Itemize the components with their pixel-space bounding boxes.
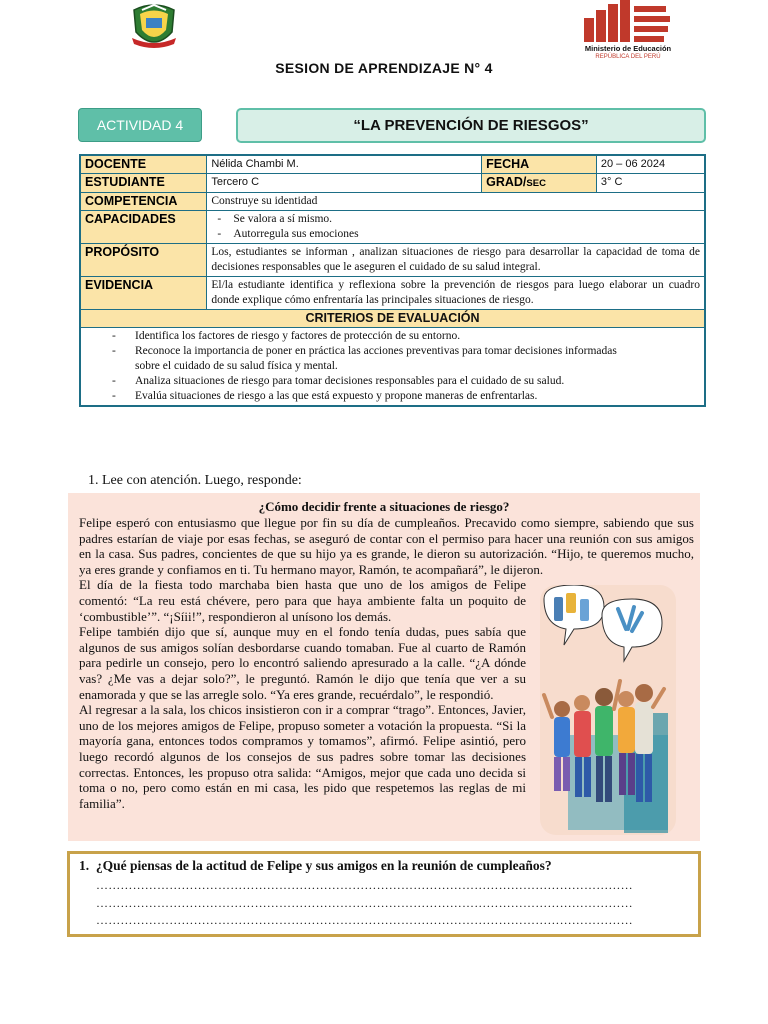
school-crest-logo (128, 2, 180, 50)
ministry-name: Ministerio de Educación (584, 44, 672, 53)
grad-label-main: GRAD/ (486, 175, 527, 189)
capacidades-value (207, 211, 705, 244)
row-docente (80, 155, 705, 174)
grad-label-sec: SEC (526, 178, 546, 189)
capacidades-list (211, 212, 700, 242)
list-item: - Se valora a sí mismo. (211, 212, 700, 227)
capacidades-label: CAPACIDADES (80, 211, 207, 244)
estudiante-value: Tercero C (207, 174, 482, 193)
story-paragraph-4: Al regresar a la sala, los chicos insistieron con ir a comprar “trago”. Entonces, Javier, uno de los mejores amigos de Felipe, propuso someter a votación la propuesta. “Si la mayoría gana, entonces todos compramos y tomamos”, afirmó. Felipe asintió, pero luego recordó algunos de los consejos de sus padres sobre tomar las decisiones correctas. Entonces, les propuso otra salida: “Amigos, mejor que cada uno decida si toma o no, pero como están en mi casa, les pido que respetemos las reglas de mi familia”. (79, 702, 526, 811)
ministry-bars-icon (580, 0, 676, 42)
fecha-label: FECHA (482, 155, 597, 174)
list-item: - Reconoce la importancia de poner en práctica las acciones preventivas para tomar decisiones informadas sobre el cuidado de su salud física y mental. (85, 344, 644, 374)
proposito-label: PROPÓSITO (80, 244, 207, 277)
story-paragraph-3: Felipe también dijo que sí, aunque muy en el fondo tenía dudas, pues sabía que algunos de sus amigos solían desbordarse cuando tomaban. Fue al cuarto de Ramón para pedirle un consejo, pero lo encontró saliendo apresurado a la calle. “¿A dónde vas? ¿Me vas a dejar solo?”, le preguntó. Ramón le dijo que tenía que ver a su enamorada y que se las arregle solo. “Ya eres grande, recuérdalo”, le respondió. (79, 624, 526, 702)
evidencia-value: El/la estudiante identifica y reflexiona sobre la prevención de riesgos para luego elaborar un cuadro donde explique cómo enfrentaría las principales situaciones de riesgo. (207, 277, 705, 310)
row-evidencia (80, 277, 705, 310)
page-title: SESION DE APRENDIZAJE N° 4 (275, 60, 493, 76)
activity-title: “LA PREVENCIÓN DE RIESGOS” (236, 108, 706, 143)
answer-line-2[interactable]: …………………………………………………………………………………………………………………… (96, 896, 633, 910)
competencia-value: Construye su identidad (207, 193, 705, 211)
row-criterios (80, 328, 705, 407)
competencia-label: COMPETENCIA (80, 193, 207, 211)
criterios-label: CRITERIOS DE EVALUACIÓN (80, 310, 705, 328)
answer-line-1[interactable]: …………………………………………………………………………………………………………………… (96, 878, 633, 892)
docente-value: Nélida Chambi M. (207, 155, 482, 174)
row-capacidades (80, 211, 705, 244)
question-label: ¿Qué piensas de la actitud de Felipe y sus amigos en la reunión de cumpleaños? (95, 858, 552, 873)
reading-title: ¿Cómo decidir frente a situaciones de riesgo? (258, 499, 510, 514)
ministry-logo (580, 0, 676, 62)
row-competencia (80, 193, 705, 211)
grad-value: 3° C (596, 174, 705, 193)
criterios-value (80, 328, 705, 407)
list-item: - Evalúa situaciones de riesgo a las que está expuesto y propone maneras de enfrentarlas. (85, 389, 644, 404)
question-text (79, 858, 552, 874)
row-estudiante (80, 174, 705, 193)
row-criterios-header (80, 310, 705, 328)
fecha-value: 20 – 06 2024 (596, 155, 705, 174)
criterios-list (85, 329, 644, 404)
list-item: - Autorregula sus emociones (211, 227, 700, 242)
reading-instruction: 1. Lee con atención. Luego, responde: (88, 473, 302, 488)
evidencia-label: EVIDENCIA (80, 277, 207, 310)
story-paragraph-1: Felipe esperó con entusiasmo que llegue por fin su día de cumpleaños. Precavido como siempre, sabiendo que sus padres estarían de viaje por esas fechas, se aseguró de contar con el permiso para hacer una reunión con sus amigos en la casa. Sus padres, concientes de que su hijo ya es grande, le dieron su autorización. “Hijo, te queremos mucho, ya eres grande y confiamos en ti. Tu hermano mayor, Ramón, te acompañará”, le dijeron. (79, 515, 694, 577)
proposito-value: Los, estudiantes se informan , analizan situaciones de riesgo para desarrollar la capacidad de toma de decisiones responsables que le aseguren el cuidado de su salud integral. (207, 244, 705, 277)
docente-label: DOCENTE (80, 155, 207, 174)
estudiante-label: ESTUDIANTE (80, 174, 207, 193)
story-paragraph-2: El día de la fiesta todo marchaba bien hasta que uno de los amigos de Felipe comentó: “La reu está chévere, pero para que haya ambiente falta un poquito de ‘combustible’”. “¡Síii!”, respondieron al unísono los demás. (79, 577, 526, 624)
question-number: 1. (79, 858, 90, 873)
grad-label (482, 174, 597, 193)
party-illustration (540, 585, 676, 835)
list-item: - Identifica los factores de riesgo y factores de protección de su entorno. (85, 329, 644, 344)
row-proposito (80, 244, 705, 277)
list-item: - Analiza situaciones de riesgo para tomar decisiones responsables para el cuidado de su salud. (85, 374, 644, 389)
activity-badge: ACTIVIDAD 4 (78, 108, 202, 142)
session-info-table (79, 154, 706, 407)
ministry-country: REPÚBLICA DEL PERÚ (595, 54, 661, 60)
answer-line-3[interactable]: …………………………………………………………………………………………………………………… (96, 913, 633, 927)
